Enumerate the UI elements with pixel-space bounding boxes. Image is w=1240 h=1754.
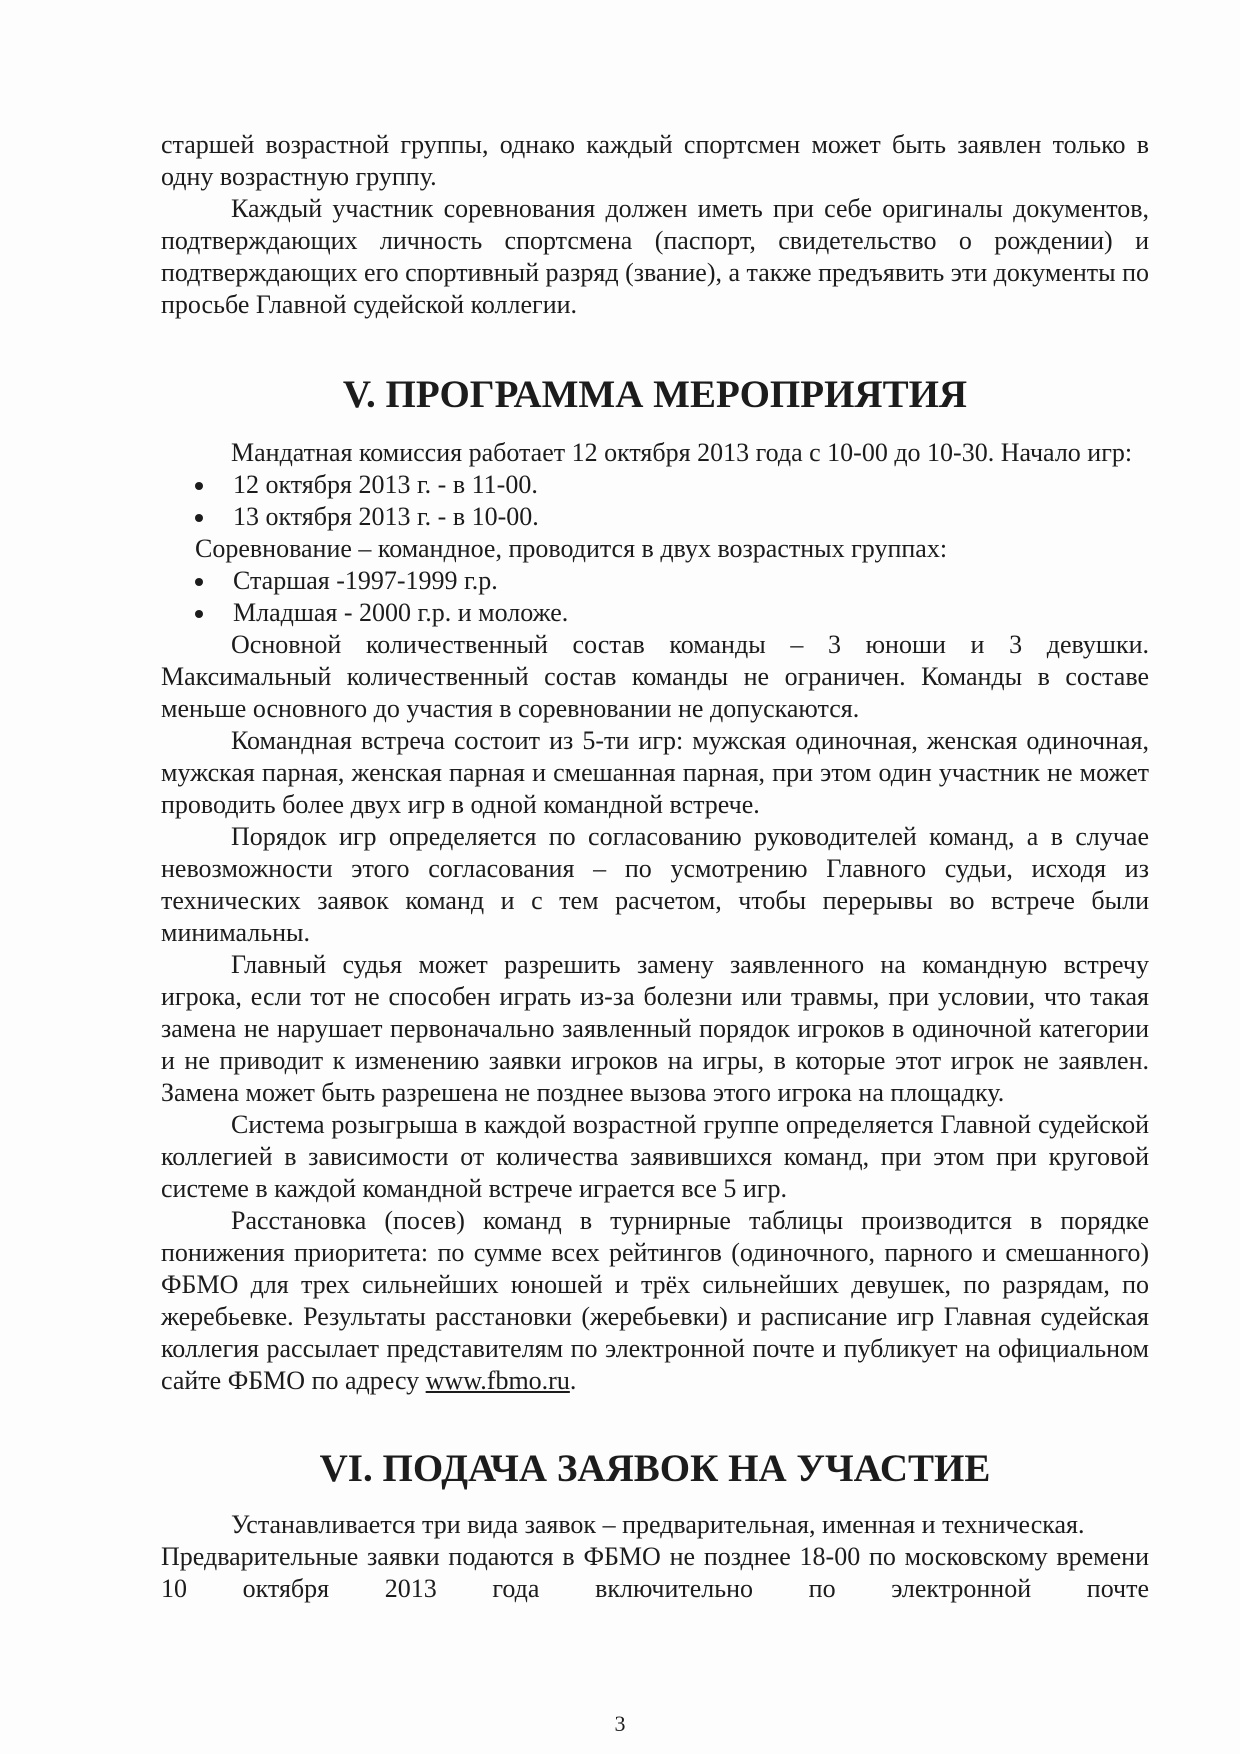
- document-body: [161, 129, 1149, 1605]
- paragraph-application-kinds: Устанавливается три вида заявок – предварительная, именная и техническая.: [231, 1510, 1085, 1539]
- age-groups-list: [161, 565, 1149, 629]
- list-item: Старшая -1997-1999 г.р.: [195, 565, 1149, 597]
- paragraph-team-composition: Основной количественный состав команды – 3 юноши и 3 девушки. Максимальный количественный состав команды не ограничен. Команды в составе меньше основного до участия в соревновании не допускаются.: [161, 630, 1149, 723]
- section-6-title: VI. ПОДАЧА ЗАЯВОК НА УЧАСТИЕ: [319, 1447, 991, 1490]
- list-item: Младшая - 2000 г.р. и моложе.: [195, 597, 1149, 629]
- paragraph-age-group: старшей возрастной группы, однако каждый спортсмен может быть заявлен только в одну возрастную группу.: [161, 130, 1149, 191]
- site-link[interactable]: www.fbmo.ru: [425, 1366, 570, 1395]
- list-item: 12 октября 2013 г. - в 11-00.: [195, 469, 1149, 501]
- section-5-title: V. ПРОГРАММА МЕРОПРИЯТИЯ: [342, 373, 968, 416]
- game-dates-list: [161, 469, 1149, 533]
- seeding-tail: .: [569, 1366, 577, 1395]
- paragraph-game-order: Порядок игр определяется по согласованию руководителей команд, а в случае невозможности этого согласования – по усмотрению Главного судьи, исходя из технических заявок команд и с тем расчетом, чтобы перерывы во встрече были минимальны.: [161, 822, 1149, 947]
- list-item: 13 октября 2013 г. - в 10-00.: [195, 501, 1149, 533]
- paragraph-draw-system: Система розыгрыша в каждой возрастной группе определяется Главной судейской коллегией в зависимости от количества заявившихся команд, при этом при круговой системе в каждой командной встрече играется все 5 игр.: [161, 1110, 1149, 1203]
- paragraph-mandate-commission: Мандатная комиссия работает 12 октября 2013 года с 10-00 до 10-30. Начало игр:: [231, 438, 1133, 467]
- paragraph-competition-type: Соревнование – командное, проводится в двух возрастных группах:: [195, 534, 948, 563]
- paragraph-seeding: [161, 1205, 1149, 1397]
- paragraph-preliminary-applications: Предварительные заявки подаются в ФБМО не позднее 18-00 по московскому времени 10 октября 2013 года включительно по электронной почте: [161, 1542, 1149, 1603]
- seeding-text: Расстановка (посев) команд в турнирные таблицы производится в порядке понижения приоритета: по сумме всех рейтингов (одиночного, парного и смешанного) ФБМО для трех сильнейших юношей и трёх сильнейших девушек, по разрядам, по жеребьевке. Результаты расстановки (жеребьевки) и расписание игр Главная судейская коллегия рассылает представителям по электронной почте и публикует на официальном сайте ФБМО по адресу: [161, 1206, 1149, 1395]
- paragraph-documents: Каждый участник соревнования должен иметь при себе оригиналы документов, подтверждающих личность спортсмена (паспорт, свидетельство о рождении) и подтверждающих его спортивный разряд (звание), а также предъявить эти документы по просьбе Главной судейской коллегии.: [161, 194, 1149, 319]
- paragraph-team-meeting: Командная встреча состоит из 5-ти игр: мужская одиночная, женская одиночная, мужская парная, женская парная и смешанная парная, при этом один участник не может проводить более двух игр в одной командной встрече.: [161, 726, 1149, 819]
- page-number: 3: [614, 1711, 626, 1736]
- paragraph-player-replacement: Главный судья может разрешить замену заявленного на командную встречу игрока, если тот не способен играть из-за болезни или травмы, при условии, что такая замена не нарушает первоначально заявленный порядок игроков в одиночной категории и не приводит к изменению заявки игроков на игры, в которые этот игрок не заявлен. Замена может быть разрешена не позднее вызова этого игрока на площадку.: [161, 950, 1149, 1107]
